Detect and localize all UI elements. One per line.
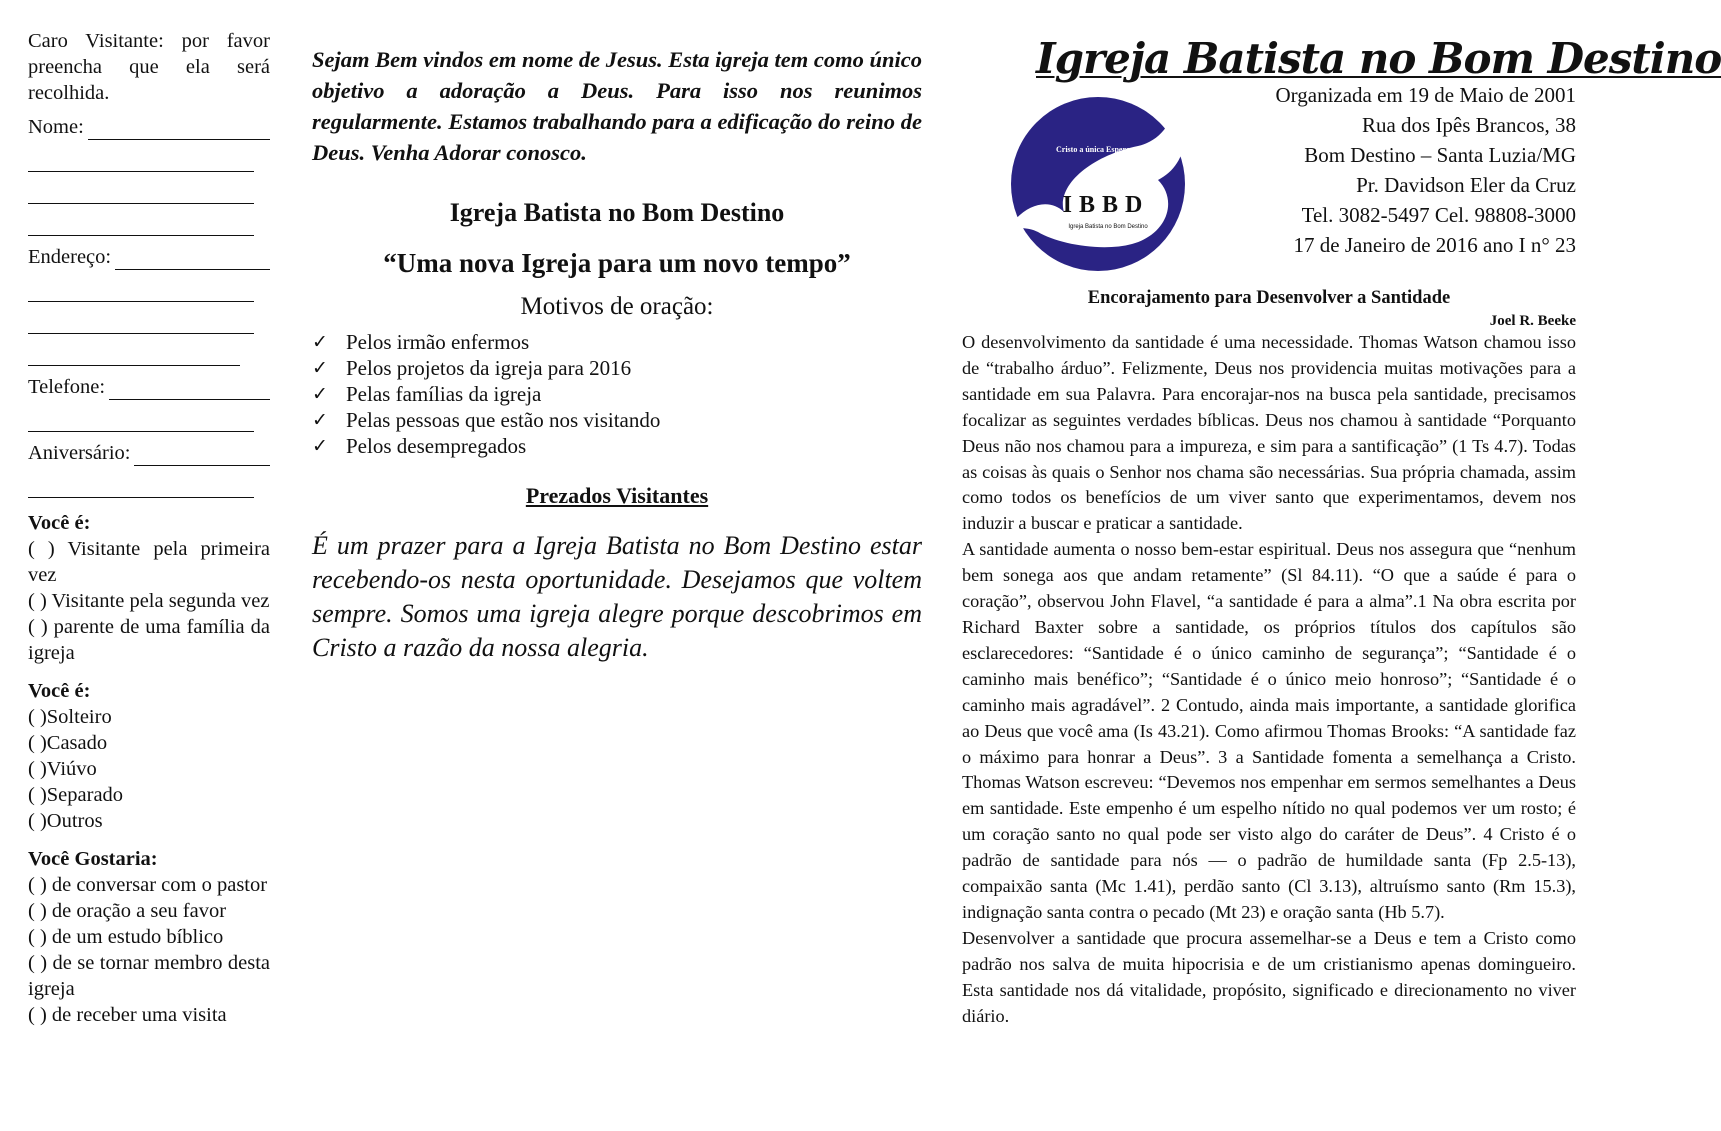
address-blank-line[interactable] [28,340,240,366]
prayer-item: Pelas pessoas que estão nos visitando [346,408,661,432]
list-item [312,407,922,433]
birthday-line[interactable] [134,446,270,466]
slogan: “Uma nova Igreja para um novo tempo” [383,248,851,278]
middle-panel [312,44,922,665]
name-blank-line[interactable] [28,146,254,172]
prayer-item: Pelos projetos da igreja para 2016 [346,356,632,380]
marital-status-option[interactable]: ( )Outros [28,810,103,832]
logo-acronym: IBBD [1062,192,1150,218]
marital-status-option[interactable]: ( )Solteiro [28,706,112,728]
phone-numbers: Tel. 3082-5497 Cel. 98808-3000 [1301,203,1576,227]
article-paragraph: O desenvolvimento da santidade é uma necessidade. Thomas Watson chamou isso de “trabalho árduo”. Felizmente, Deus nos providencia muitas motivações para a santidade em sua Palavra. Para encorajar-nos na busca pela santidade, precisamos focalizar as seguintes verdades bíblicas. Deus nos chamou à santidade “Porquanto Deus não nos chamou para a impureza, e sim para a santificação” (1 Ts 4.7). Todas as coisas às quais o Senhor nos chama são necessárias. Sua própria chamada, assim como todos os benefícios de um viver santo que experimentamos, devem nos induzir a buscar e praticar a santidade. [962,332,1576,534]
founded-date: Organizada em 19 de Maio de 2001 [1275,83,1576,107]
prayer-item: Pelos desempregados [346,434,527,458]
birthday-field[interactable] [28,440,270,466]
church-name-heading: Igreja Batista no Bom Destino [449,198,785,227]
article [962,288,1576,1029]
prayer-item: Pelas famílias da igreja [346,382,542,406]
visitor-type-option[interactable]: ( ) Visitante pela primeira vez [28,538,270,586]
checkmark-icon: ✓ [312,331,328,353]
visitors-heading: Prezados Visitantes [525,483,709,508]
visitor-type-heading: Você é: [28,512,91,534]
phone-field[interactable] [28,374,270,400]
phone-label: Telefone: [28,376,106,398]
marital-status-heading: Você é: [28,680,91,702]
wish-option[interactable]: ( ) de se tornar membro desta igreja [28,952,270,1000]
address-blank-line[interactable] [28,308,254,334]
form-intro: Caro Visitante: por favor preencha que ela será recolhida. [28,30,270,104]
city: Bom Destino – Santa Luzia/MG [1304,143,1576,167]
article-paragraph: A santidade aumenta o nosso bem-estar espiritual. Deus nos assegura que “nenhum bem sonega aos que andam retamente” (Sl 84.11). “O que a saúde é para o coração”, observou John Flavel, “a santidade é para a alma”.1 Na obra escrita por Richard Baxter sobre a santidade, os próprios títulos dos capítulos são esclarecedores: “Santidade é o único caminho de segurança”; “Santidade é o caminho mais benéfico”; “Santidade é o único meio honroso”; “Santidade é o caminho mais agradável”. 2 Contudo, ainda mais importante, a santidade glorifica ao Deus que você ama (Is 43.21). Como afirmou Thomas Brooks: “A santidade faz o máximo para honrar a Deus”. 3 a Santidade fomenta a semelhança a Cristo. Thomas Watson escreveu: “Devemos nos empenhar em sermos semelhantes a Deus em santidade. Este empenho é um espelho nítido no qual podemos ver um rosto; é um coração santo no qual pode ser visto algo do caráter de Deus”. 4 Cristo é o padrão de santidade para nós — o padrão de humildade santa (Fp 2.5-13), compaixão santa (Mc 1.41), perdão santo (Cl 3.13), altruísmo santo (Rm 15.3), indignação santa contra o pecado (Mt 23) e oração santa (Hb 5.7). [962,539,1576,922]
bulletin-date: 17 de Janeiro de 2016 ano I n° 23 [1293,233,1576,257]
marital-status-option[interactable]: ( )Separado [28,784,124,806]
prayer-heading: Motivos de oração: [520,293,714,320]
list-item [312,381,922,407]
prayer-item: Pelos irmão enfermos [346,330,530,354]
visitors-text: É um prazer para a Igreja Batista no Bom Destino estar recebendo-os nesta oportunidade. Desejamos que voltem sempre. Somos uma igreja alegre porque descobrimos em Cristo a razão da nossa alegria. [312,531,922,662]
birthday-label: Aniversário: [28,442,131,464]
marital-status-option[interactable]: ( )Casado [28,732,108,754]
church-logo [998,94,1198,274]
pastor-name: Pr. Davidson Eler da Cruz [1356,173,1576,197]
visitor-type-option[interactable]: ( ) parente de uma família da igreja [28,616,270,664]
logo-subtitle: Igreja Batista no Bom Destino [1068,224,1148,230]
checkmark-icon: ✓ [312,357,328,379]
phone-blank-line[interactable] [28,406,254,432]
address-label: Endereço: [28,246,112,268]
wish-option[interactable]: ( ) de conversar com o pastor [28,874,268,896]
logo-motto: Cristo a única Esperança! [1056,145,1145,154]
name-blank-line[interactable] [28,178,254,204]
address-line[interactable] [115,250,270,270]
name-field[interactable] [28,114,270,140]
wish-option[interactable]: ( ) de receber uma visita [28,1004,227,1026]
checkmark-icon: ✓ [312,383,328,405]
marital-status-option[interactable]: ( )Viúvo [28,758,97,780]
visitor-type-option[interactable]: ( ) Visitante pela segunda vez [28,590,270,612]
phone-line[interactable] [109,380,270,400]
church-info [1275,80,1576,260]
list-item [312,433,922,459]
address-blank-line[interactable] [28,276,254,302]
name-label: Nome: [28,116,84,138]
article-body [962,330,1576,1029]
visitor-form [28,28,270,1028]
article-title: Encorajamento para Desenvolver a Santidade [1087,288,1451,308]
list-item [312,355,922,381]
article-paragraph: Desenvolver a santidade que procura assemelhar-se a Deus e tem a Cristo como padrão nos salva de muita hipocrisia e de um cristianismo apenas domingueiro. Esta santidade nos dá vitalidade, propósito, significado e direcionamento no viver diário. [962,927,1576,1026]
wishes-heading: Você Gostaria: [28,848,158,870]
checkmark-icon: ✓ [312,409,328,431]
wish-option[interactable]: ( ) de um estudo bíblico [28,926,224,948]
name-line[interactable] [88,120,270,140]
list-item [312,329,922,355]
address-field[interactable] [28,244,270,270]
street-address: Rua dos Ipês Brancos, 38 [1361,113,1576,137]
birthday-blank-line[interactable] [28,472,254,498]
prayer-list [312,329,922,459]
welcome-text: Sejam Bem vindos em nome de Jesus. Esta igreja tem como único objetivo a adoração a Deus. Para isso nos reunimos regularmente. Estamos trabalhando para a edificação do reino de Deus. Venha Adorar conosco. [312,47,922,165]
checkmark-icon: ✓ [312,435,328,457]
name-blank-line[interactable] [28,210,254,236]
article-author: Joel R. Beeke [1489,313,1576,329]
wish-option[interactable]: ( ) de oração a seu favor [28,900,227,922]
header-title: Igreja Batista no Bom Destino [1036,34,1721,83]
